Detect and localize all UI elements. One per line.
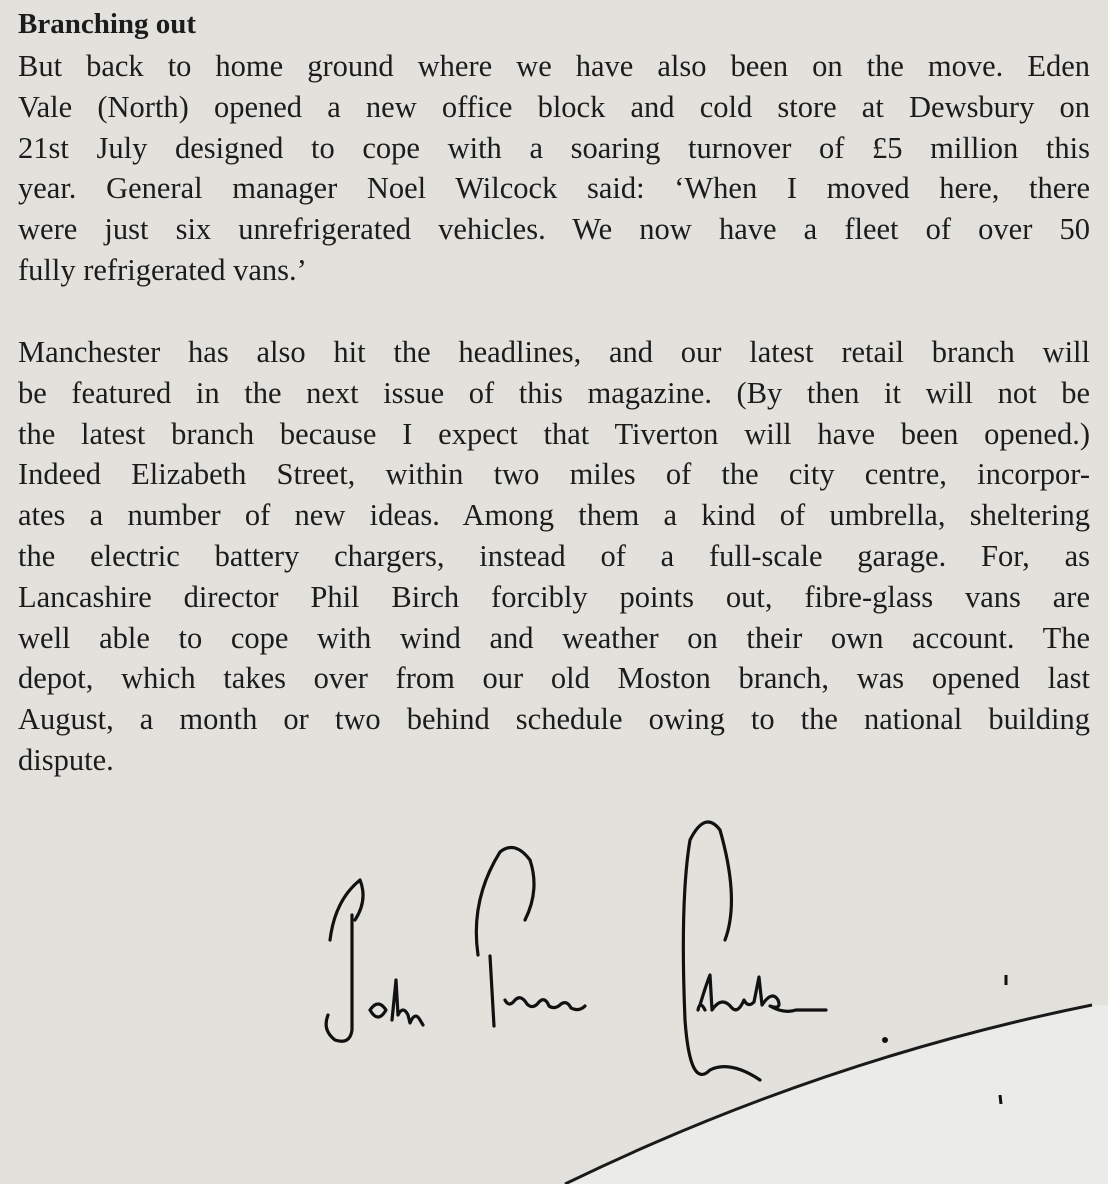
text-line: August, a month or two behind schedule owing to the national building [18, 702, 1090, 737]
text-line: depot, which takes over from our old Moston branch, was opened last [18, 661, 1090, 696]
text-line: But back to home ground where we have also been on the move. Eden [18, 49, 1090, 83]
ink-dot [882, 1037, 888, 1043]
text-line: Lancashire director Phil Birch forcibly points out, fibre-glass vans are [18, 579, 1090, 614]
text-line: the latest branch because I expect that Tiverton will have been opened.) [18, 416, 1090, 451]
text-line: Vale (North) opened a new office block and cold store at Dewsbury on [18, 89, 1090, 124]
text-line: Indeed Elizabeth Street, within two miles of the city centre, incorpor- [18, 457, 1090, 492]
text-line: year. General manager Noel Wilcock said: ‘When I moved here, there [18, 171, 1090, 206]
paragraph-2 [18, 332, 1090, 781]
text-line: ates a number of new ideas. Among them a kind of umbrella, sheltering [18, 498, 1090, 533]
paragraph-1 [18, 46, 1090, 291]
text-line: 21st July designed to cope with a soaring turnover of £5 million this [18, 130, 1090, 165]
text-line: the electric battery chargers, instead of a full-scale garage. For, as [18, 538, 1090, 573]
lower-panel [565, 1005, 1108, 1184]
signature [326, 822, 826, 1080]
section-heading: Branching out [18, 8, 197, 40]
text-line: were just six unrefrigerated vehicles. We now have a fleet of over 50 [18, 212, 1090, 247]
text-line: fully refrigerated vans.’ [18, 252, 307, 287]
text-line: Manchester has also hit the headlines, and our latest retail branch will [18, 335, 1090, 369]
text-line: well able to cope with wind and weather on their own account. The [18, 620, 1090, 655]
text-line: be featured in the next issue of this magazine. (By then it will not be [18, 375, 1090, 410]
ink-mark [1000, 1095, 1001, 1104]
text-line: dispute. [18, 742, 114, 777]
